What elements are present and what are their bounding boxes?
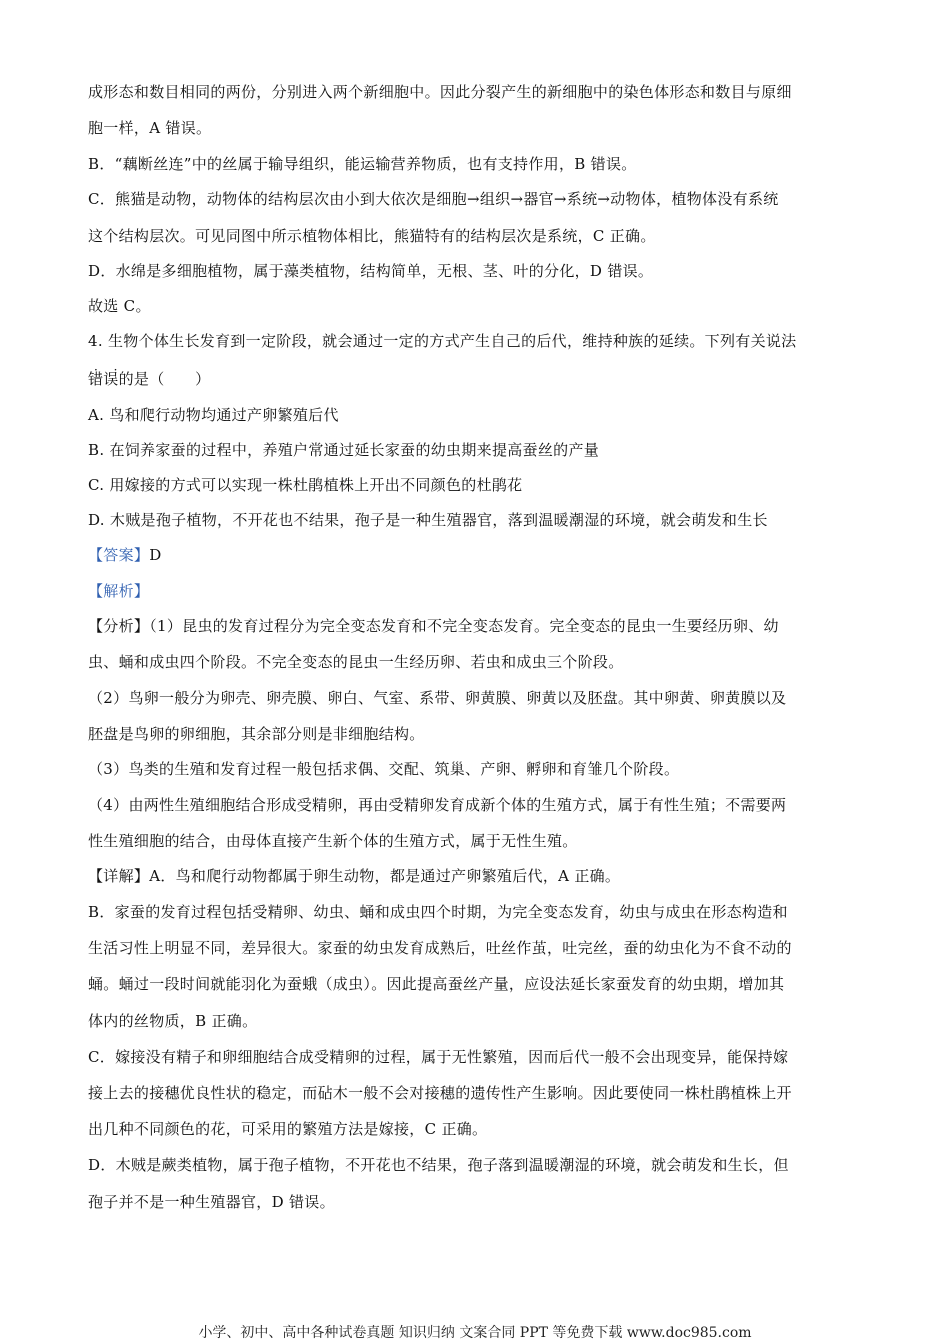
text-line: B．家蚕的发育过程包括受精卵、幼虫、蛹和成虫四个时期，为完全变态发育，幼虫与成虫在形态构造和 xyxy=(88,903,788,921)
text-line: 生活习性上明显不同，差异很大。家蚕的幼虫发育成熟后，吐丝作茧，吐完丝，蚕的幼虫化为不食不动的 xyxy=(88,939,792,957)
emphasis-text: 错误 · · xyxy=(88,370,119,388)
text-line: 性生殖细胞的结合，由母体直接产生新个体的生殖方式，属于无性生殖。 xyxy=(88,832,578,850)
option-b: B. 在饲养家蚕的过程中，养殖户常通过延长家蚕的幼虫期来提高蚕丝的产量 xyxy=(88,441,600,459)
option-a: A. 鸟和爬行动物均通过产卵繁殖后代 xyxy=(88,406,339,424)
text-line: 这个结构层次。可见同图中所示植物体相比，熊猫特有的结构层次是系统，C 正确。 xyxy=(88,227,656,245)
text-line: 胞一样，A 错误。 xyxy=(88,119,212,137)
text-line: 体内的丝物质，B 正确。 xyxy=(88,1012,258,1030)
text-line: （4）由两性生殖细胞结合形成受精卵，再由受精卵发育成新个体的生殖方式，属于有性生殖；不需要两 xyxy=(88,796,787,814)
analysis-label: 【解析】 xyxy=(88,582,150,600)
question-4-stem: 4. 生物个体生长发育到一定阶段，就会通过一定的方式产生自己的后代，维持种族的延续。下列有关说法 xyxy=(88,332,797,350)
text-line: 虫、蛹和成虫四个阶段。不完全变态的昆虫一生经历卵、若虫和成虫三个阶段。 xyxy=(88,653,624,671)
text-line: 孢子并不是一种生殖器官，D 错误。 xyxy=(88,1193,335,1211)
text-line: 胚盘是鸟卵的卵细胞，其余部分则是非细胞结构。 xyxy=(88,725,425,743)
text-line: 【详解】A．鸟和爬行动物都属于卵生动物，都是通过产卵繁殖后代，A 正确。 xyxy=(88,867,621,885)
text-line: C．熊猫是动物，动物体的结构层次由小到大依次是细胞→组织→器官→系统→动物体，植物体没有系统 xyxy=(88,190,779,208)
page-footer: 小学、初中、高中各种试卷真题 知识归纳 文案合同 PPT 等免费下载 www.doc985.com xyxy=(198,1325,752,1341)
option-d: D. 木贼是孢子植物，不开花也不结果，孢子是一种生殖器官，落到温暖潮湿的环境，就会萌发和生长 xyxy=(88,511,768,529)
stem-tail: 的是（ ） xyxy=(118,370,211,388)
answer-value: D xyxy=(149,546,162,564)
text-line: C．嫁接没有精子和卵细胞结合成受精卵的过程，属于无性繁殖，因而后代一般不会出现变异，能保持嫁 xyxy=(88,1048,789,1066)
answer-line xyxy=(88,545,868,565)
text-line: 接上去的接穗优良性状的稳定，而砧木一般不会对接穗的遗传性产生影响。因此要使同一株杜鹃植株上开 xyxy=(88,1084,792,1102)
question-4-stem-continued xyxy=(88,369,868,389)
text-line: （2）鸟卵一般分为卵壳、卵壳膜、卵白、气室、系带、卵黄膜、卵黄以及胚盘。其中卵黄、卵黄膜以及 xyxy=(88,689,787,707)
text-line: 故选 C。 xyxy=(88,297,151,315)
text-line: B．“藕断丝连”中的丝属于输导组织，能运输营养物质，也有支持作用，B 错误。 xyxy=(88,155,637,173)
answer-label: 【答案】 xyxy=(88,546,150,564)
text-line: D．木贼是蕨类植物，属于孢子植物，不开花也不结果，孢子落到温暖潮湿的环境，就会萌发和生长，但 xyxy=(88,1156,789,1174)
text-line: 成形态和数目相同的两份，分别进入两个新细胞中。因此分裂产生的新细胞中的染色体形态和数目与原细 xyxy=(88,83,792,101)
option-c: C. 用嫁接的方式可以实现一株杜鹃植株上开出不同颜色的杜鹃花 xyxy=(88,476,523,494)
text-line: 【分析】（1）昆虫的发育过程分为完全变态发育和不完全变态发育。完全变态的昆虫一生要经历卵、幼 xyxy=(88,617,779,635)
text-line: 蛹。蛹过一段时间就能羽化为蚕蛾（成虫）。因此提高蚕丝产量，应设法延长家蚕发育的幼虫期，增加其 xyxy=(88,975,785,993)
text-line: （3）鸟类的生殖和发育过程一般包括求偶、交配、筑巢、产卵、孵卵和育雏几个阶段。 xyxy=(88,760,680,778)
text-line: 出几种不同颜色的花，可采用的繁殖方法是嫁接，C 正确。 xyxy=(88,1120,488,1138)
text-line: D．水绵是多细胞植物，属于藻类植物，结构简单，无根、茎、叶的分化，D 错误。 xyxy=(88,262,654,280)
